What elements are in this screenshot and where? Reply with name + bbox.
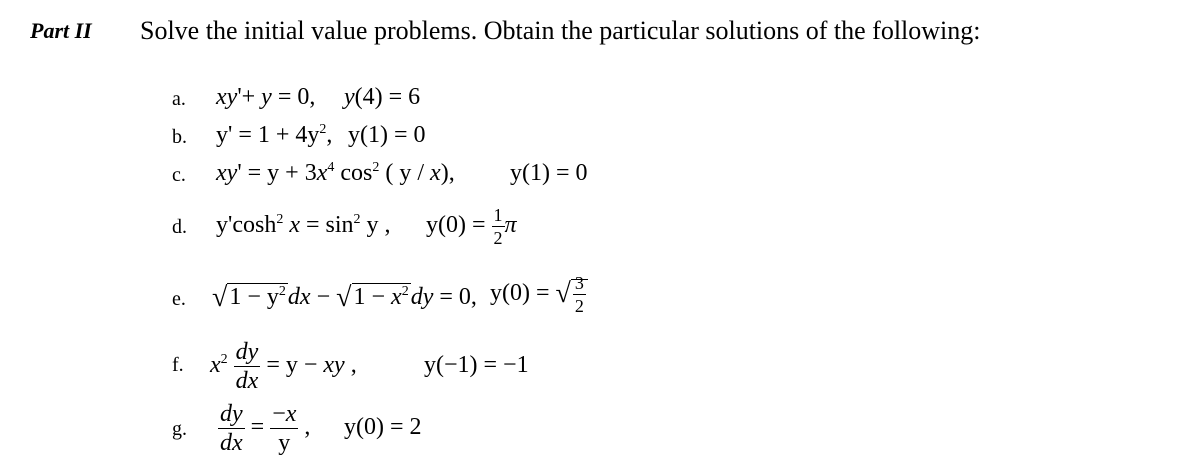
- instruction-text: Solve the initial value problems. Obtain the particular solutions of the following:: [140, 16, 981, 45]
- problem-equation: xy'+ y = 0,: [216, 84, 316, 110]
- fraction-three-halves: $\frac{3}{2}$: [574, 273, 584, 316]
- problem-equation: $y' = 1 + 4y^2$,: [216, 122, 333, 148]
- problem-letter: e.: [172, 288, 186, 310]
- problem-equation: $y'\cosh^2$ $x = \sin^2 y$ ,: [216, 212, 391, 238]
- problem-equation: $√1 - y^2dx - √1 - x^2dy = 0$,: [212, 282, 477, 313]
- fraction-minus-x-over-y: $\frac{-x}{y}$: [272, 401, 297, 456]
- square-root: $√1 - y^2$: [212, 282, 286, 313]
- initial-condition: y(0) = √ $\frac{3}{2}$: [490, 274, 588, 315]
- problem-letter: f.: [172, 354, 184, 376]
- problem-equation: $\frac{dy}{dx}$ = $\frac{-x}{y}$ ,: [220, 401, 311, 456]
- initial-condition: y(4) = 6: [344, 84, 421, 110]
- part-label: Part II: [30, 18, 92, 43]
- problem-letter: d.: [172, 216, 187, 238]
- square-root: √ $\frac{3}{2}$: [556, 274, 588, 315]
- initial-condition: y(1) = 0: [510, 160, 588, 186]
- initial-condition: y(−1) = −1: [424, 352, 529, 378]
- problem-letter: b.: [172, 126, 187, 148]
- fraction-one-half: $\frac{1}{2}$: [493, 205, 503, 248]
- problem-letter: c.: [172, 164, 186, 186]
- initial-condition: y(1) = 0: [348, 122, 426, 148]
- fraction-dy-dx: $\frac{dy}{dx}$: [220, 401, 243, 456]
- problem-equation: $xy' = y + 3x^4$ $\cos^2$ ( y / x),: [216, 160, 455, 186]
- initial-condition: y(0) = 2: [344, 414, 422, 440]
- problem-letter: g.: [172, 418, 187, 440]
- problem-letter: a.: [172, 88, 186, 110]
- problem-equation: $x^2$ $\frac{dy}{dx}$ = y − xy ,: [210, 339, 357, 394]
- fraction-dy-dx: $\frac{dy}{dx}$: [235, 339, 259, 394]
- initial-condition: y(0) = $\frac{1}{2}$ π: [426, 205, 517, 248]
- square-root: $√1 - x^2$: [336, 282, 409, 313]
